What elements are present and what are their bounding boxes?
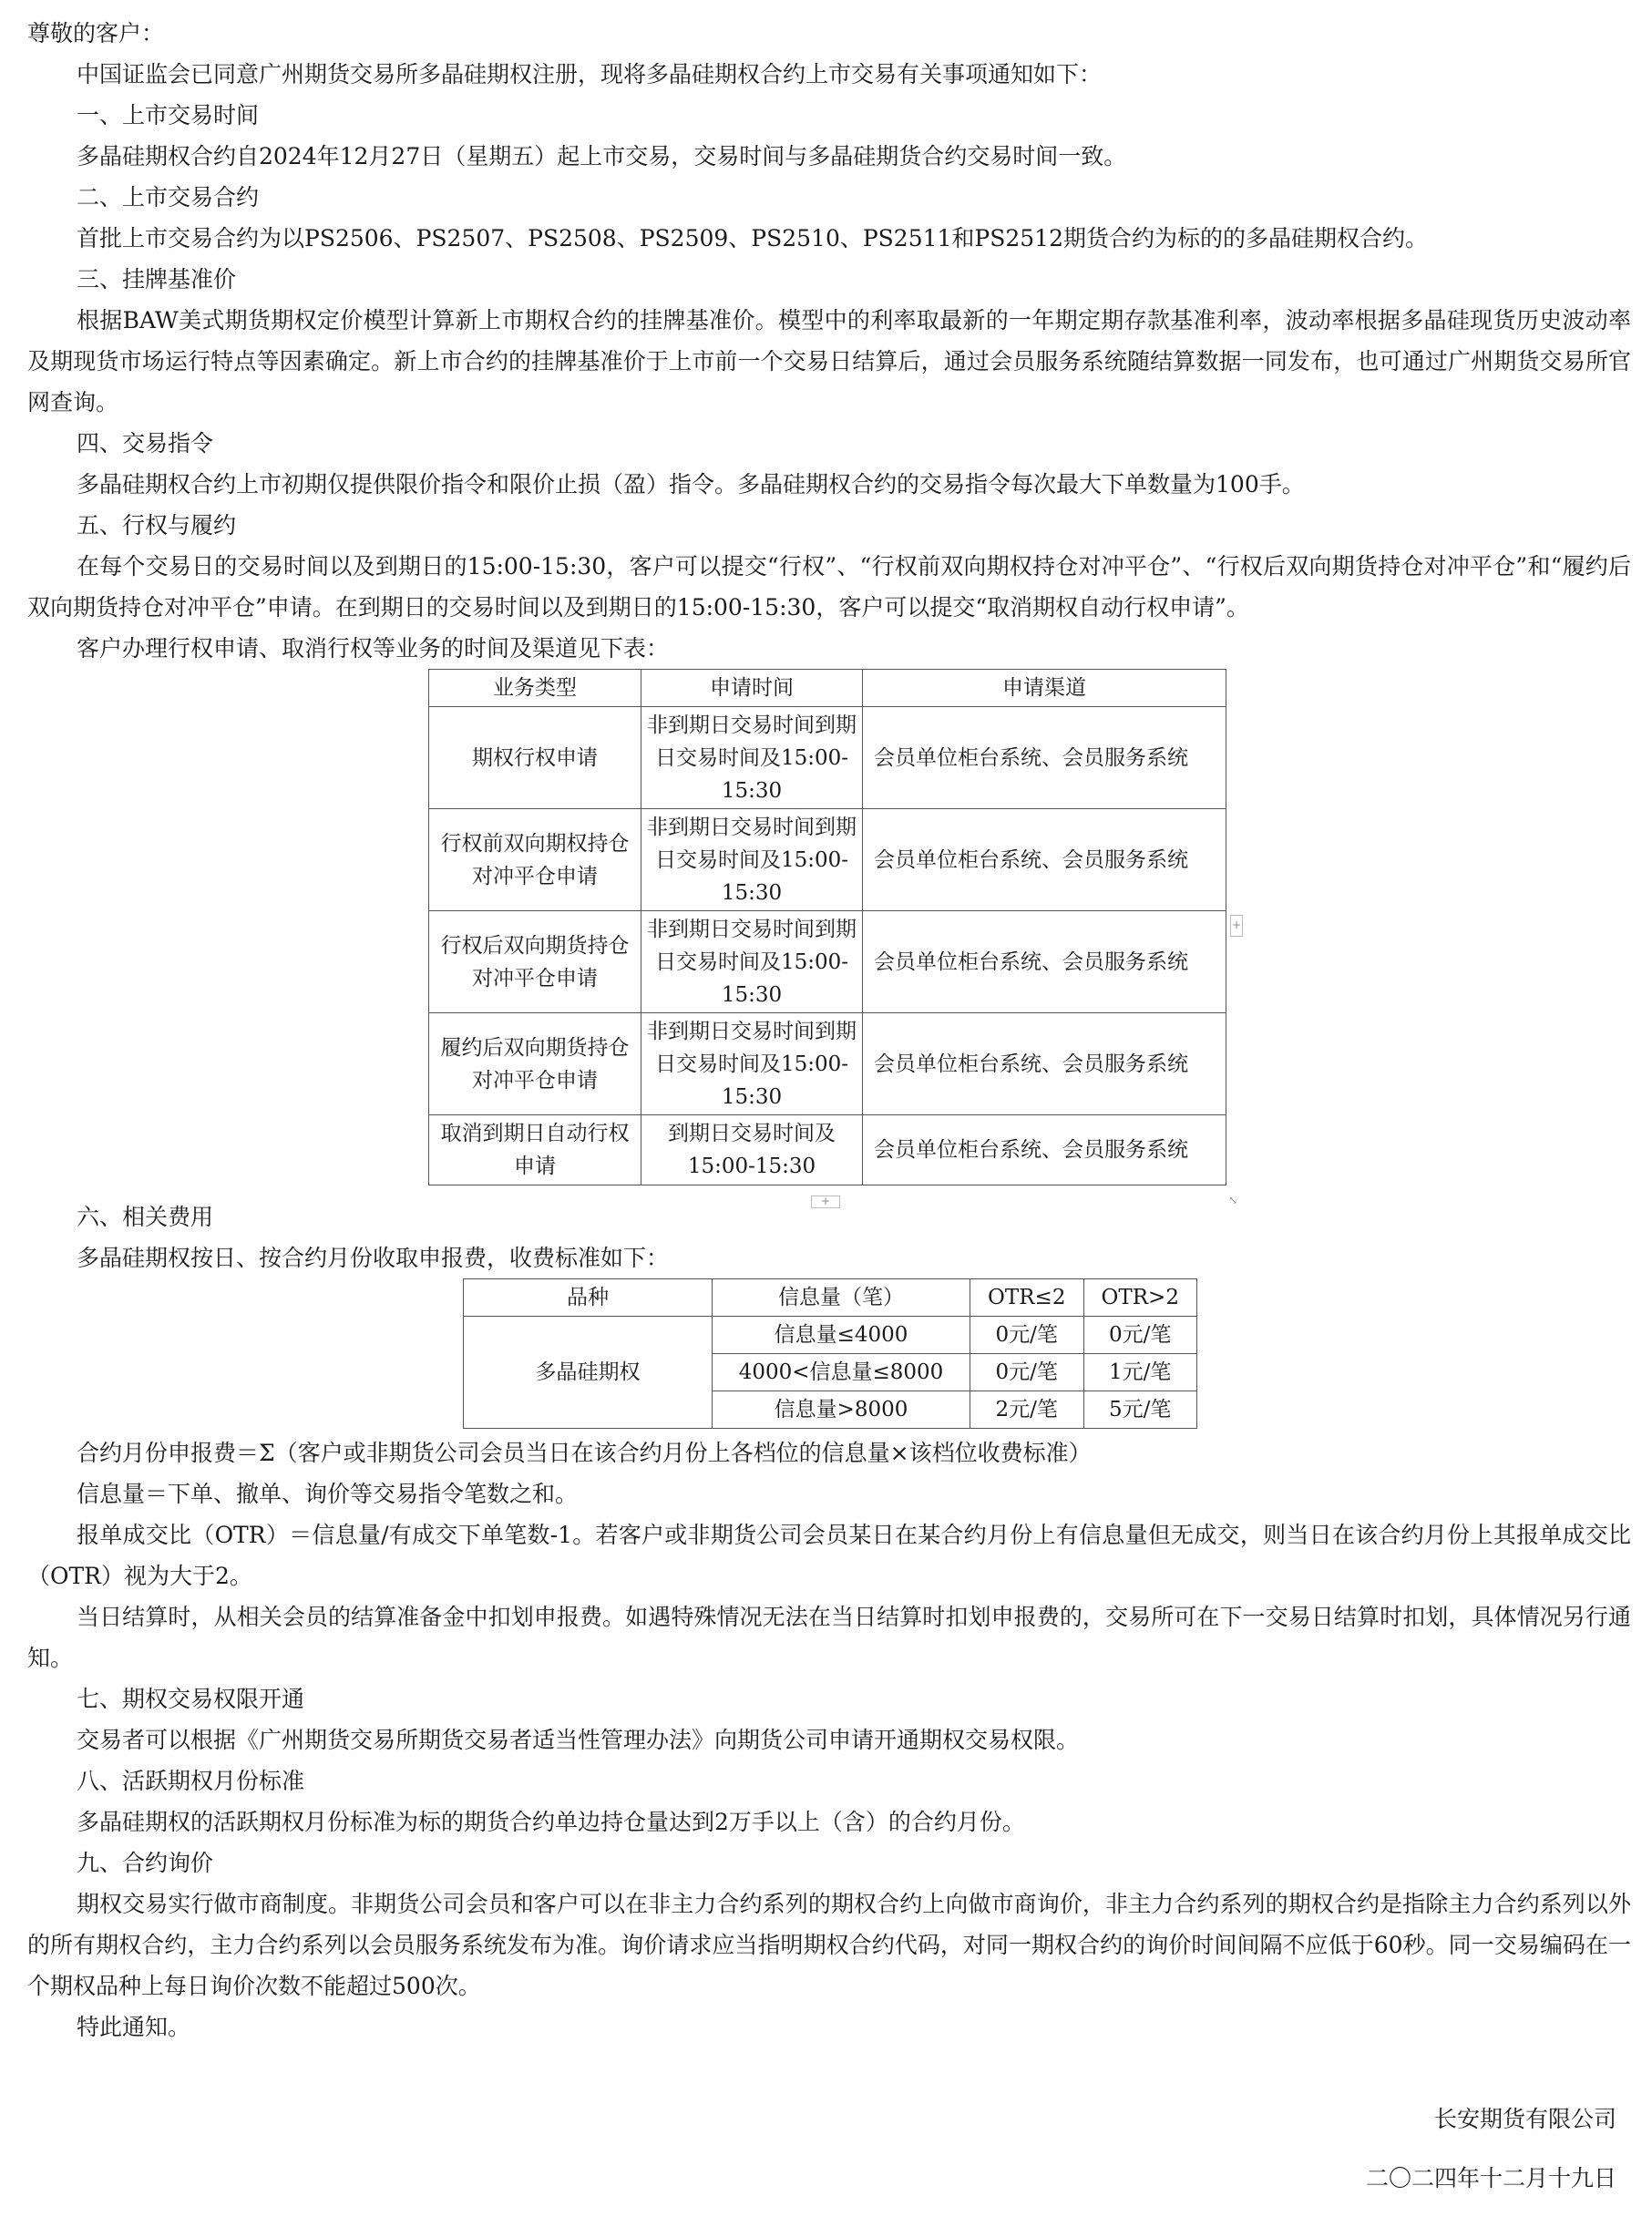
section-1-heading: 一、上市交易时间 bbox=[77, 102, 260, 128]
fee-le2-cell: 0元/笔 bbox=[970, 1354, 1084, 1391]
business-type-cell: 履约后双向期货持仓对冲平仓申请 bbox=[429, 1013, 641, 1115]
table-row bbox=[429, 809, 1226, 911]
section-9-heading: 九、合约询价 bbox=[77, 1850, 214, 1876]
section-4-body: 多晶硅期权合约上市初期仅提供限价指令和限价止损（盈）指令。多晶硅期权合约的交易指令每次最大下单数量为100手。 bbox=[77, 471, 1305, 498]
section-9-body: 期权交易实行做市商制度。非期货公司会员和客户可以在非主力合约系列的期权合约上向做市商询价，非主力合约系列的期权合约是指除主力合约系列以外的所有期权合约，主力合约系列以会员服务系统发布为准。询价请求应当指明期权合约代码，对同一期权合约的询价时间间隔不应低于60秒。同一交易编码在一个期权品种上每日询价次数不能超过500次。 bbox=[27, 1891, 1631, 1999]
apply-time-cell: 到期日交易时间及15:00-15:30 bbox=[641, 1115, 863, 1185]
fee-gt2-cell: 0元/笔 bbox=[1083, 1317, 1197, 1354]
fee-header-cell: OTR>2 bbox=[1083, 1279, 1197, 1317]
section-7-heading: 七、期权交易权限开通 bbox=[77, 1686, 305, 1712]
fee-table bbox=[463, 1278, 1197, 1429]
channel-cell: 会员单位柜台系统、会员服务系统 bbox=[863, 1115, 1226, 1185]
section-8-body: 多晶硅期权的活跃期权月份标准为标的期货合约单边持仓量达到2万手以上（含）的合约月份。 bbox=[77, 1809, 1025, 1835]
section-5-heading: 五、行权与履约 bbox=[77, 512, 237, 539]
info-volume-cell: 信息量>8000 bbox=[713, 1391, 970, 1429]
info-volume-cell: 信息量≤4000 bbox=[713, 1317, 970, 1354]
issue-date: 二〇二四年十二月十九日 bbox=[1365, 2165, 1616, 2191]
add-column-handle-icon[interactable]: + bbox=[1230, 915, 1243, 937]
fee-gt2-cell: 1元/笔 bbox=[1083, 1354, 1197, 1391]
add-row-handle-icon[interactable]: + bbox=[811, 1196, 840, 1208]
intro-paragraph: 中国证监会已同意广州期货交易所多晶硅期权注册，现将多晶硅期权合约上市交易有关事项通知如下： bbox=[77, 61, 1103, 87]
company-signature: 长安期货有限公司 bbox=[1433, 2106, 1616, 2132]
apply-time-cell: 非到期日交易时间到期日交易时间及15:00-15:30 bbox=[641, 707, 863, 809]
section-7-body: 交易者可以根据《广州期货交易所期货交易者适当性管理办法》向期货公司申请开通期权交易权限。 bbox=[77, 1727, 1080, 1753]
variety-cell: 多晶硅期权 bbox=[464, 1317, 713, 1429]
fee-gt2-cell: 5元/笔 bbox=[1083, 1391, 1197, 1429]
table-row bbox=[429, 1013, 1226, 1115]
section-2-heading: 二、上市交易合约 bbox=[77, 184, 260, 210]
channel-cell: 会员单位柜台系统、会员服务系统 bbox=[863, 1013, 1226, 1115]
exercise-channel-table bbox=[428, 669, 1226, 1185]
table-header-cell: 申请时间 bbox=[641, 670, 863, 707]
section-1-body: 多晶硅期权合约自2024年12月27日（星期五）起上市交易，交易时间与多晶硅期货合约交易时间一致。 bbox=[77, 143, 1127, 169]
table-row bbox=[429, 707, 1226, 809]
info-volume-definition: 信息量＝下单、撤单、询价等交易指令笔数之和。 bbox=[77, 1481, 579, 1507]
closing-line: 特此通知。 bbox=[77, 2014, 191, 2040]
fee-table-header-row bbox=[464, 1279, 1197, 1317]
table-resize-handle-icon[interactable]: ⤡ bbox=[1227, 1194, 1238, 1206]
section-5-body: 在每个交易日的交易时间以及到期日的15:00-15:30，客户可以提交“行权”、“行权前双向期权持仓对冲平仓”、“行权后双向期货持仓对冲平仓”和“履约后双向期货持仓对冲平仓”申请。在到期日的交易时间以及到期日的15:00-15:30，客户可以提交“取消期权自动行权申请”。 bbox=[27, 553, 1631, 621]
table-row bbox=[429, 911, 1226, 1013]
section-3-heading: 三、挂牌基准价 bbox=[77, 266, 237, 292]
section-2-body: 首批上市交易合约为以PS2506、PS2507、PS2508、PS2509、PS2510、PS2511和PS2512期货合约为标的的多晶硅期权合约。 bbox=[77, 225, 1428, 251]
fee-le2-cell: 0元/笔 bbox=[970, 1317, 1084, 1354]
channel-cell: 会员单位柜台系统、会员服务系统 bbox=[863, 911, 1226, 1013]
apply-time-cell: 非到期日交易时间到期日交易时间及15:00-15:30 bbox=[641, 911, 863, 1013]
table-header-row bbox=[429, 670, 1226, 707]
section-4-heading: 四、交易指令 bbox=[77, 430, 214, 457]
fee-header-cell: OTR≤2 bbox=[970, 1279, 1084, 1317]
channel-cell: 会员单位柜台系统、会员服务系统 bbox=[863, 707, 1226, 809]
apply-time-cell: 非到期日交易时间到期日交易时间及15:00-15:30 bbox=[641, 1013, 863, 1115]
section-6-heading: 六、相关费用 bbox=[77, 1204, 214, 1230]
section-5-table-intro: 客户办理行权申请、取消行权等业务的时间及渠道见下表： bbox=[77, 635, 670, 662]
otr-definition: 报单成交比（OTR）＝信息量/有成交下单笔数-1。若客户或非期货公司会员某日在某合约月份上有信息量但无成交，则当日在该合约月份上其报单成交比（OTR）视为大于2。 bbox=[27, 1522, 1631, 1589]
fee-header-cell: 信息量（笔） bbox=[713, 1279, 970, 1317]
exercise-table-wrapper bbox=[27, 669, 1631, 1207]
fee-header-cell: 品种 bbox=[464, 1279, 713, 1317]
table-row bbox=[429, 1115, 1226, 1185]
fee-le2-cell: 2元/笔 bbox=[970, 1391, 1084, 1429]
table-header-cell: 申请渠道 bbox=[863, 670, 1226, 707]
notice-document bbox=[27, 13, 1631, 2199]
channel-cell: 会员单位柜台系统、会员服务系统 bbox=[863, 809, 1226, 911]
business-type-cell: 期权行权申请 bbox=[429, 707, 641, 809]
business-type-cell: 取消到期日自动行权申请 bbox=[429, 1115, 641, 1185]
section-8-heading: 八、活跃期权月份标准 bbox=[77, 1768, 305, 1794]
fee-formula: 合约月份申报费＝Σ（客户或非期货公司会员当日在该合约月份上各档位的信息量×该档位收费标准） bbox=[77, 1440, 1092, 1466]
section-3-body: 根据BAW美式期货期权定价模型计算新上市期权合约的挂牌基准价。模型中的利率取最新的一年期定期存款基准利率，波动率根据多晶硅现货历史波动率及期现货市场运行特点等因素确定。新上市合约的挂牌基准价于上市前一个交易日结算后，通过会员服务系统随结算数据一同发布，也可通过广州期货交易所官网查询。 bbox=[27, 307, 1631, 416]
business-type-cell: 行权前双向期权持仓对冲平仓申请 bbox=[429, 809, 641, 911]
fee-table-row bbox=[464, 1317, 1197, 1354]
info-volume-cell: 4000<信息量≤8000 bbox=[713, 1354, 970, 1391]
apply-time-cell: 非到期日交易时间到期日交易时间及15:00-15:30 bbox=[641, 809, 863, 911]
settlement-note: 当日结算时，从相关会员的结算准备金中扣划申报费。如遇特殊情况无法在当日结算时扣划申报费的，交易所可在下一交易日结算时扣划，具体情况另行通知。 bbox=[27, 1604, 1631, 1671]
greeting: 尊敬的客户： bbox=[27, 20, 165, 46]
table-header-cell: 业务类型 bbox=[429, 670, 641, 707]
section-6-body: 多晶硅期权按日、按合约月份收取申报费，收费标准如下： bbox=[77, 1245, 670, 1271]
business-type-cell: 行权后双向期货持仓对冲平仓申请 bbox=[429, 911, 641, 1013]
